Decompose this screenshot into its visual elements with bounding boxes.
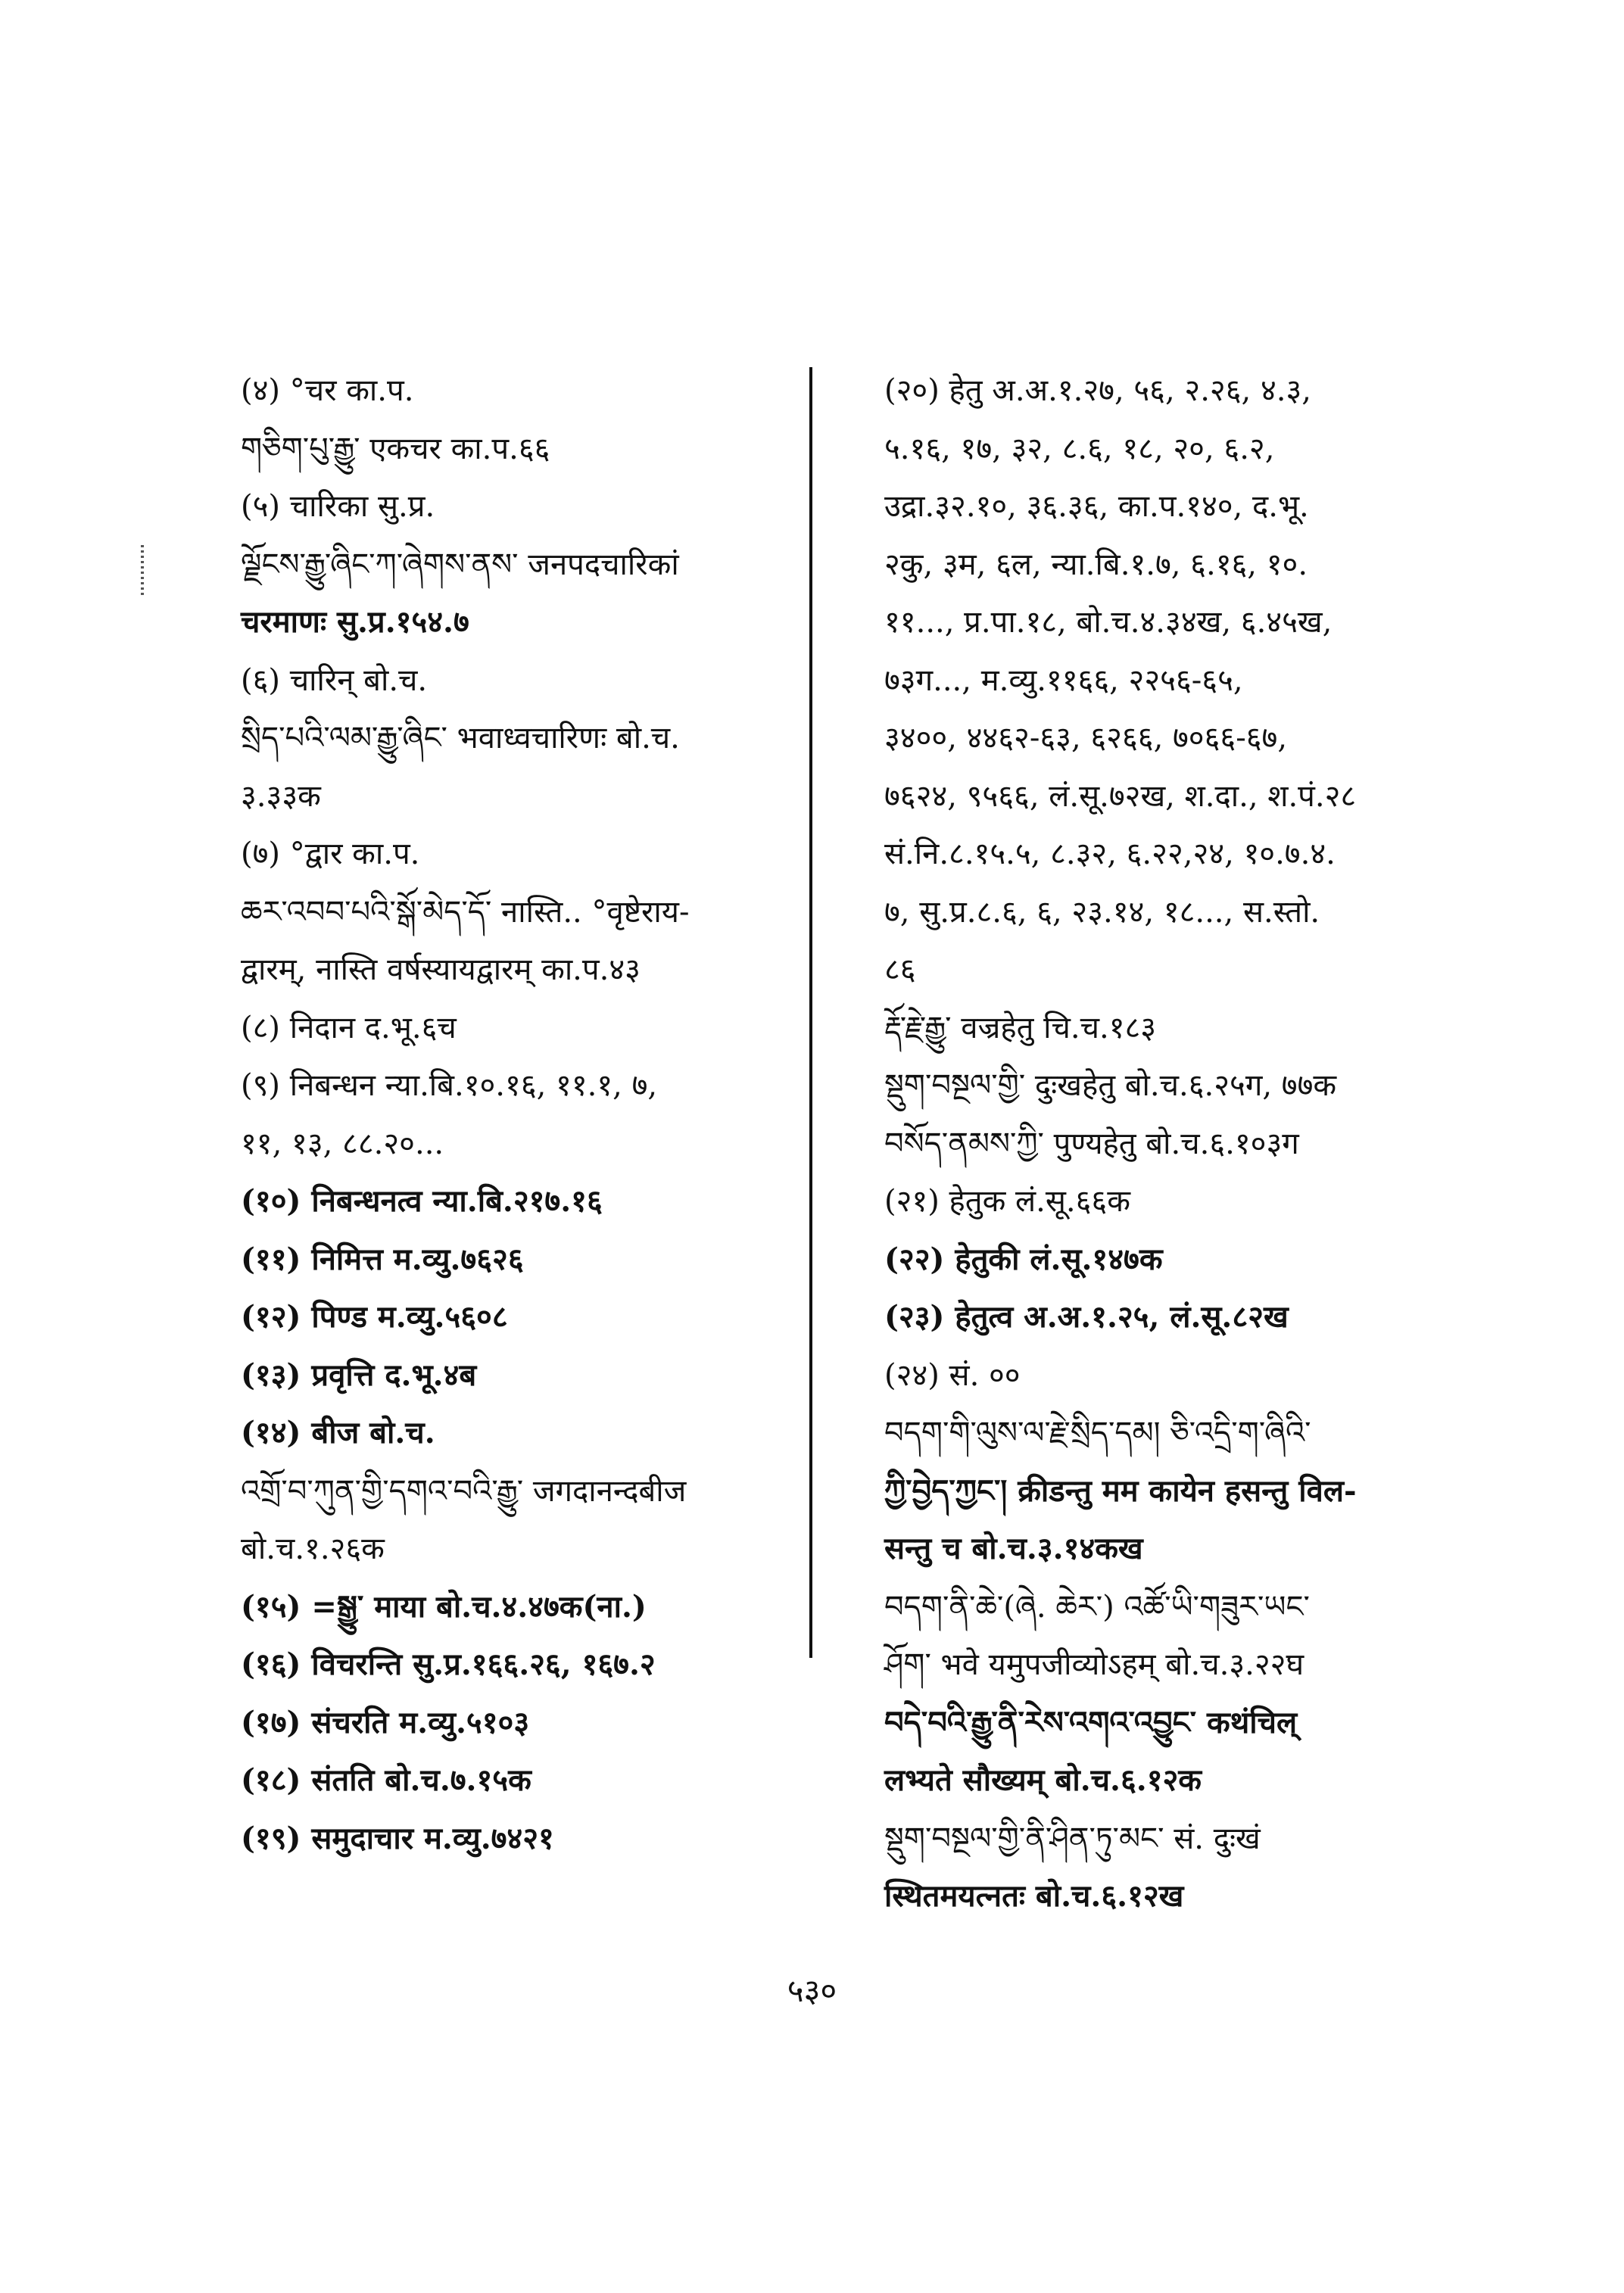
entry-line: (१६) विचरन्ति सु.प्र.१६६.२६, १६७.२ (241, 1647, 656, 1682)
entry-line: (२१) हेतुक लं.सू.६६क (884, 1184, 1130, 1219)
entry-line: सं.नि.८.१५.५, ८.३२, ६.२२,२४, १०.७.४. (884, 837, 1336, 871)
entry-line: (१७) संचरति म.व्यु.५१०३ (241, 1704, 530, 1740)
column-divider (809, 367, 812, 1658)
entry-line: (२२) हेतुकी लं.सू.१४७क (884, 1241, 1163, 1277)
entry-line: ཀྱི་བྱེད་ཀྱང་། क्रीडन्तु मम कायेन हसन्तु विल- (884, 1472, 1357, 1509)
entry-line: (४) °चर का.प. (241, 373, 414, 408)
entry-line: (५) चारिका सु.प्र. (241, 489, 435, 524)
entry-line: ७३ग..., म.व्यु.११६६, २२५६-६५, (884, 662, 1243, 698)
entry-line: བདག་གི་ལུས་ལ་རྗེ་སྲིད་དམ། ཅི་འདྲི་ག་ཞིའི་ (884, 1416, 1311, 1450)
entry-line: २कु, ३म, ६ल, न्या.बि.१.७, ६.१६, १०. (884, 547, 1308, 582)
entry-line: (१९) समुदाचार म.व्यु.७४२१ (241, 1820, 554, 1856)
entry-line: རྡོ་རྗེ་རྒྱུ་ वज्रहेतु चि.च.१८३ (884, 1010, 1157, 1045)
entry-line: ५.१६, १७, ३२, ८.६, १८, २०, ६.२, (884, 431, 1275, 466)
entry-line: उद्रा.३२.१०, ३६.३६, का.प.१४०, द.भू. (884, 489, 1309, 524)
entry-line: ७, सु.प्र.८.६, ६, २३.१४, १८..., स.स्तो. (884, 894, 1320, 930)
entry-line: (२०) हेतु अ.अ.१.२७, ५६, २.२६, ४.३, (884, 373, 1311, 408)
entry-line: ཤོག་ भवे यमुपजीव्योऽहम् बो.च.३.२२घ (884, 1647, 1304, 1682)
margin-tick-marks (141, 545, 144, 598)
entry-line: (८) निदान द.भू.६च (241, 1010, 457, 1045)
entry-line: ८६ (884, 952, 916, 987)
entry-line: (११) निमित्त म.व्यु.७६२६ (241, 1241, 524, 1277)
entry-line: ११, १३, ८८.२०... (241, 1126, 444, 1161)
entry-line: སྡུག་བསྔལ་གྱི་ནི་ཤིན་ཏུ་མང་ सं. दुःखं (884, 1821, 1261, 1856)
entry-line: बो.च.१.२६क (241, 1531, 385, 1566)
entry-line: སྲིད་པའི་ལམ་རྒྱུ་ཞིང་ भवाध्वचारिणः बो.च. (241, 721, 680, 756)
page-number: ५३० (787, 1972, 837, 2009)
entry-line: (६) चारिन् बो.च. (241, 662, 428, 698)
entry-line: द्वारम्, नास्ति वर्षस्यायद्वारम् का.प.४३ (241, 952, 641, 987)
entry-line: ཆར་འབབ་པའི་སྒོ་མེད་དོ་ नास्ति.. °वृष्टेराय- (241, 894, 690, 930)
entry-line: བདེ་བའི་རྒྱུ་ནི་རེས་འགའ་འབྱུང་ कथंचिल् (884, 1704, 1298, 1740)
entry-line: ३४००, ४४६२-६३, ६२६६, ७०६६-६७, (884, 721, 1288, 756)
entry-line: ७६२४, ९५६६, लं.सू.७२ख, श.दा., श.पं.२८ (884, 778, 1357, 814)
entry-line: འགྲོ་བ་ཀུན་གྱི་དགའ་བའི་རྒྱུ་ जगदानन्दबीज (241, 1473, 687, 1509)
entry-line: གཅིག་པུ་རྒྱུ་ एकचर का.प.६६ (241, 431, 550, 466)
entry-line: (७) °द्वार का.प. (241, 837, 420, 871)
entry-line: ३.३३क (241, 778, 321, 814)
entry-line: (२४) सं. ०० (884, 1357, 1021, 1393)
left-column (241, 362, 801, 1868)
entry-line: (१४) बीज बो.च. (241, 1415, 435, 1450)
entry-line: (२३) हेतुत्व अ.अ.१.२५, लं.सू.८२ख (884, 1299, 1289, 1335)
entry-line: བདག་ནི་ཆེ་(ཞེ. ཆེར་) འཚོ་ཡི་གཟུར་ཡང་ (884, 1589, 1310, 1625)
right-column (884, 362, 1467, 1926)
entry-line: (९) निबन्धन न्या.बि.१०.१६, ११.१, ७, (241, 1068, 658, 1103)
entry-line: सन्तु च बो.च.३.१४कख (884, 1531, 1143, 1566)
entry-line: བསོད་ནམས་ཀྱི་ पुण्यहेतु बो.च.६.१०३ग (884, 1126, 1299, 1161)
entry-line: (१८) संतति बो.च.७.१५क (241, 1762, 531, 1798)
entry-line: (१२) पिण्ड म.व्यु.५६०८ (241, 1299, 508, 1335)
entry-line: (१५) =སྒྱུ་ माया बो.च.४.४७क(ना.) (241, 1588, 647, 1625)
entry-line: लभ्यते सौख्यम् बो.च.६.१२क (884, 1762, 1202, 1798)
entry-line: ལྗོངས་རྒྱུ་ཞིང་ཀ་ཞེགས་ནས་ जनपदचारिकां (241, 547, 679, 582)
entry-line: སྡུག་བསྔལ་གྱི་ दुःखहेतु बो.च.६.२५ग, ७७क (884, 1068, 1337, 1103)
entry-line: ११..., प्र.पा.१८, बो.च.४.३४ख, ६.४५ख, (884, 605, 1333, 640)
entry-line: स्थितमयत्नतः बो.च.६.१२ख (884, 1878, 1184, 1914)
entry-line: (१०) निबन्धनत्व न्या.बि.२१७.१६ (241, 1183, 603, 1219)
entry-line: (१३) प्रवृत्ति द.भू.४ब (241, 1357, 477, 1393)
entry-line: चरमाणः सु.प्र.१५४.७ (241, 604, 469, 640)
